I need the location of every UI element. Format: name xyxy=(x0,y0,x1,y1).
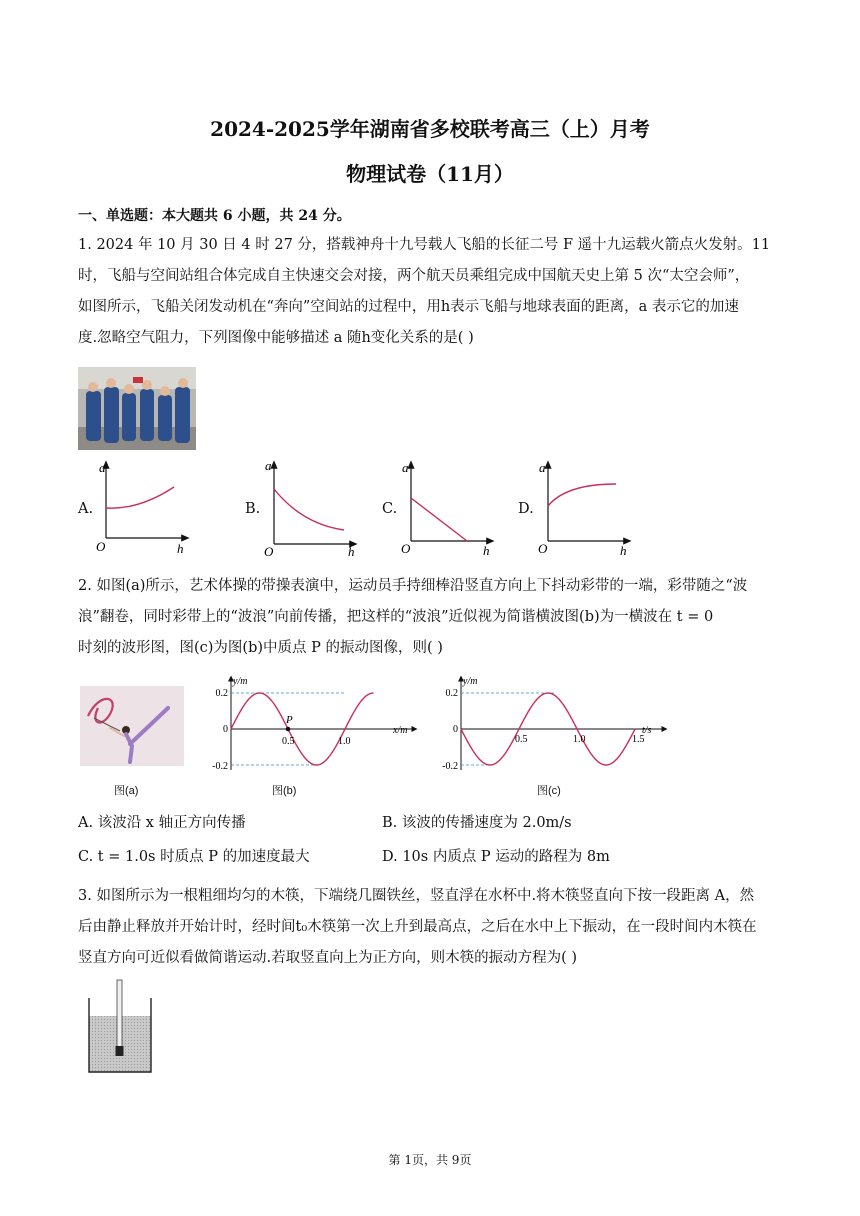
origin-label: 0 xyxy=(223,724,228,735)
q1-line: 如图所示，飞船关闭发动机在“奔向”空间站的过程中，用h表示飞船与地球表面的距离，a 表示它的加速 xyxy=(78,299,739,315)
q1-graph-a[interactable] xyxy=(94,456,194,556)
x-tick: 1.0 xyxy=(338,736,351,747)
y-tick-pos: 0.2 xyxy=(215,688,228,699)
q3-line: 后由静止释放并开始计时，经时间t₀木筷第一次上升到最高点，之后在水中上下振动，在一段时间内木筷在 xyxy=(78,919,757,935)
page-footer: 第 1页，共 9页 xyxy=(388,1153,472,1167)
fig-b-wave-graph xyxy=(200,672,425,777)
fig-b-caption: 图(b) xyxy=(272,785,297,797)
exam-subtitle: 物理试卷（11月） xyxy=(346,162,514,186)
gymnast-photo xyxy=(80,686,184,766)
q1-option-a-label[interactable]: A. xyxy=(78,501,94,517)
y-axis-label: y/m xyxy=(233,676,248,687)
origin-label: O xyxy=(538,541,548,556)
fig-c-caption: 图(c) xyxy=(537,785,561,797)
q1-option-c-label[interactable]: C. xyxy=(382,501,398,517)
iron-wire xyxy=(116,1046,124,1056)
axis-y-label: a xyxy=(265,458,272,473)
axis-x-label: h xyxy=(348,544,355,556)
y-tick-neg: -0.2 xyxy=(212,761,228,772)
q2-option-c[interactable]: C. t = 1.0s 时质点 P 的加速度最大 xyxy=(78,849,310,865)
q2-option-b[interactable]: B. 该波的传播速度为 2.0m/s xyxy=(382,815,572,831)
question-2-text xyxy=(78,571,783,664)
x-tick: 0.5 xyxy=(515,734,528,745)
q2-line: 浪”翻卷，同时彩带上的“波浪”向前传播，把这样的“波浪”近似视为简谐横波图(b)为一横波在 t = 0 xyxy=(78,609,714,625)
point-p-marker xyxy=(286,727,291,732)
astronauts-photo xyxy=(78,367,196,450)
origin-label: 0 xyxy=(453,724,458,735)
fig-a-caption: 图(a) xyxy=(114,785,139,797)
q1-graph-b[interactable] xyxy=(262,456,362,556)
origin-label: O xyxy=(96,539,106,554)
q1-option-d-label[interactable]: D. xyxy=(518,501,534,517)
axis-x-label: h xyxy=(177,541,184,556)
q3-line: 竖直方向可近似看做简谐运动.若取竖直向上为正方向，则木筷的振动方程为( ) xyxy=(78,950,578,966)
q1-line: 度.忽略空气阻力，下列图像中能够描述 a 随h变化关系的是( ) xyxy=(78,330,474,346)
x-tick: 0.5 xyxy=(282,736,295,747)
y-tick-pos: 0.2 xyxy=(445,688,458,699)
y-tick-neg: -0.2 xyxy=(442,761,458,772)
fig-c-vibration-graph xyxy=(430,672,675,777)
section-heading: 一、单选题：本大题共 6 小题，共 24 分。 xyxy=(78,208,351,224)
q1-graph-d[interactable] xyxy=(536,456,636,556)
axis-y-label: a xyxy=(99,460,106,475)
x-axis-label: x/m xyxy=(393,725,408,736)
q2-option-d[interactable]: D. 10s 内质点 P 运动的路程为 8m xyxy=(382,849,610,865)
axis-y-label: a xyxy=(402,460,409,475)
axis-x-label: h xyxy=(620,543,627,556)
x-tick: 1.0 xyxy=(573,734,586,745)
q2-option-a[interactable]: A. 该波沿 x 轴正方向传播 xyxy=(78,815,246,831)
axis-y-label: a xyxy=(539,460,546,475)
exam-title: 2024-2025学年湖南省多校联考高三（上）月考 xyxy=(210,117,650,141)
question-3-text xyxy=(78,881,783,974)
y-axis-label: y/m xyxy=(463,676,478,687)
q1-line: 时，飞船与空间站组合体完成自主快速交会对接，两个航天员乘组完成中国航天史上第 5 次“太空会师”， xyxy=(78,268,750,284)
q2-line: 2. 如图(a)所示，艺术体操的带操表演中，运动员手持细棒沿竖直方向上下抖动彩带的一端，彩带随之“波 xyxy=(78,578,748,594)
origin-label: O xyxy=(264,544,274,556)
x-tick: 1.5 xyxy=(632,734,645,745)
q1-line: 1. 2024 年 10 月 30 日 4 时 27 分，搭载神舟十九号载人飞船的长征二号 F 遥十九运载火箭点火发射。11 xyxy=(78,237,771,253)
curve-saturating xyxy=(548,484,616,506)
point-p-label: P xyxy=(286,714,293,726)
axis-x-label: h xyxy=(483,543,490,556)
x-axis-label: t/s xyxy=(642,725,652,736)
origin-label: O xyxy=(401,541,411,556)
chopstick-cup-diagram xyxy=(82,976,158,1076)
q3-line: 3. 如图所示为一根粗细均匀的木筷，下端绕几圈铁丝，竖直浮在水杯中.将木筷竖直向下按一段距离 A，然 xyxy=(78,888,755,904)
curve-increasing xyxy=(106,487,174,508)
line-decreasing xyxy=(411,498,467,541)
q1-graph-c[interactable] xyxy=(399,456,499,556)
chopstick xyxy=(117,980,122,1052)
question-1-text xyxy=(78,230,783,354)
curve-decreasing xyxy=(274,489,344,530)
q1-option-b-label[interactable]: B. xyxy=(245,501,261,517)
q2-line: 时刻的波形图，图(c)为图(b)中质点 P 的振动图像，则( ) xyxy=(78,640,443,656)
